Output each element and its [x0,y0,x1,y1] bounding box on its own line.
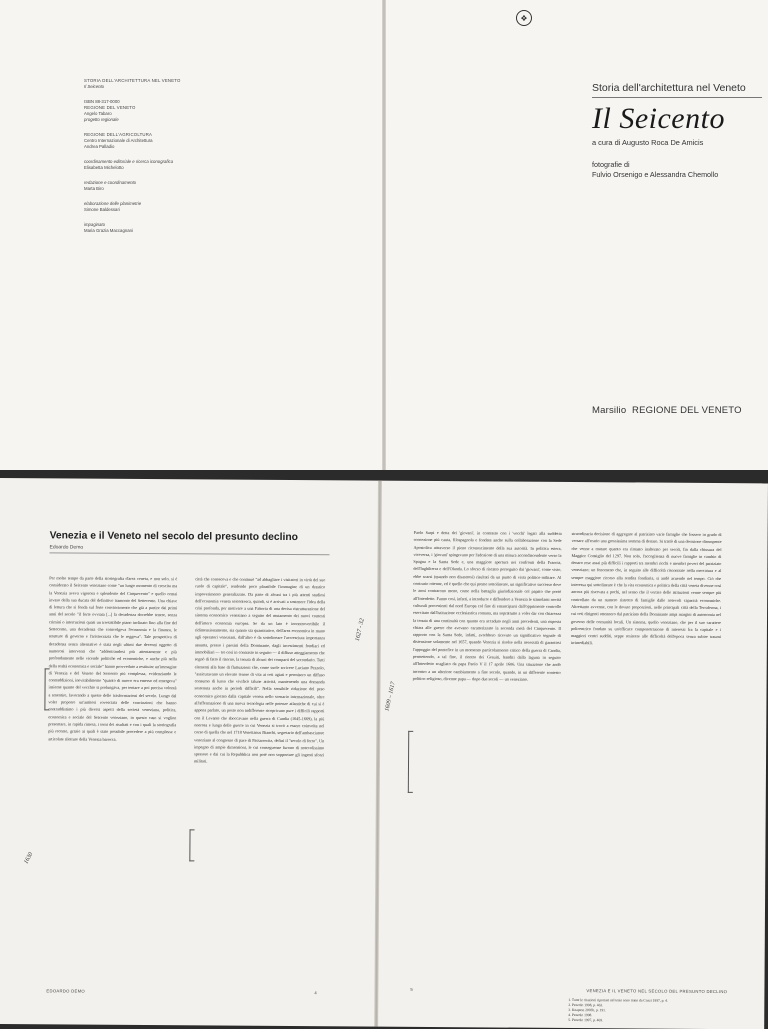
article-title: Venezia e il Veneto nel secolo del presunto declino [49,530,298,544]
colophon-coord-name: Centro Internazionale di Architettura [84,138,153,143]
footnotes [568,998,718,1024]
bottom-spread [0,478,768,1029]
page-number-right: 5 [410,986,413,992]
footnote: 3. Knapton 2003b, p. 191. [568,1007,606,1013]
colophon-region-label: REGIONE DEL VENETO [84,105,136,110]
handwritten-note: 1609 – 1617 [384,681,397,712]
publisher-line [592,405,742,416]
photo-credit-label: fotografie di [592,160,630,169]
volume-title: Il Seicento [592,102,725,135]
colophon-photo-name: Simone Baldessari [84,207,120,212]
colophon-photo-label: elaborazione delle planimetrie [84,201,142,206]
paragraph: straordinaria decisione di aggregare al patriziato varie famiglie che fossero in grado di versare all'erario una grossissima somma di denaro. Si trattò di una decisione dirompente che venne a mutare quanto era rimasto inalterato per secoli, fin dalla chiusura del Maggior Consiglio del 1297. Non solo, l'accoglienza di nuove famiglie in cambio di denaro rese assai più difficili i rapporti tra membri ricchi e membri poveri del patriziato veneziano; un fenomeno che, in seguito alle difficoltà riscontrate nella mercatura e al sempre maggiore ricorso alla rendita fondiaria, si andò acuendo nel tempo. Ciò che interessa qui sottolineare è che la vita economica e politica della città veneta divenne così ancora più riservata a pochi, nel senso che il vertice delle istituzioni venne sempre più controllato da un numero ristretto di famiglie dalle notevoli capacità economiche. Altrettanto avvenne, con le dovute proporzioni, nelle principali città della Terraferma, i cui ceti dirigenti ottennero dal patriziato della Dominante ampi margini di autonomia nel governo delle comunità locali. Un sistema, quello veneziano, che per il suo carattere policentrico fondato su un'efficace compenetrazione di interessi fra la capitale e i maggiori centri sudditi, seppe resistere alle difficoltà dell'epoca senza subire traumi irrimediabili. [570,530,722,646]
colophon-series [84,78,254,90]
publisher-logo-icon [516,10,532,26]
colophon-layout-name: Maria Grazia Maccagnani [84,228,133,233]
series-title: Storia dell'architettura nel Veneto [592,82,746,94]
paragraph: città che conosceva e che continuò "ad abbagliare i visitatori in virtù del suo ruolo di capitale", rendendo poco plausibile l'immagine di un drastico impoverimento generalizzato. Da parte di alcuni tra i più attenti studiosi dell'economia veneta seicentesca, quindi, si è arrivati a sostenere l'idea della crisi profonda, per motivare a una Fattoria di una decisa ristrutturazione del sistema economico veneziano a seguito del mutamento dei nuovi contesti dell'intero economia europea. Se da un lato è incontrovertibile il ridimensionamento, sia quanto sia quantitativo, dell'area economica in mano agli operatori veneziani, dall'altro è da sottolineare l'accresciuta importanza assunta, presso i paesini della Dominante, dagli investimenti fondiari ed immobiliari — tre così in contrasto in seguito — il diffuso atteggiamento che segnò di fatto il ritorno, la tenuta di alcuni dei comparti del secondario. Tutti elementi alla base di fluttuazioni che, come suole scrivere Luciano Pezzolo, "assicuravano un elevato tenore di vita ai ceti agiati e permisero un diffuso consumo di lusso che vivificò talune attività, mantenendo una domanda sostenuta anche in periodi difficili". Nella sensibile riduzione del peso economico giocato dalla capitale veneta nello scenario internazionale, oltre all'affermazione di una nuova tecnologia nelle potenze atlantiche di cui si è appena parlato, un posto non indifferente ricoprivano pure i difficili rapporti con il Levante che sboccavano nella guerra di Candia (1645-1669), la più onerosa e lunga delle guerre in cui Venezia si trovò a essere coinvolta nel corso di quella che nel 1718 Venetianus Bianchi, segretario dell'ambasciatore veneziano al congresso di pace di Passarowitz, definì il "secolo di ferro". Un impegno di ampie dimensioni, le cui conseguenze furono di notevolissimo spessore e dai cui la Repubblica non poté non sopportare gli ingenti sforzi militari. [194,576,326,764]
colophon-coord-label: REGIONE DELL'AGRICOLTURA [84,132,153,137]
colophon-edit [84,159,254,171]
colophon-project-label: progetto regionale [84,117,119,122]
colophon-layout-label: impaginato [84,222,106,227]
article-author: Edoardo Demo [49,544,84,551]
colophon-series-label: STORIA DELL'ARCHITETTURA NEL VENETO [84,78,181,83]
gutter [374,481,382,1027]
article-rule [49,552,329,555]
paragraph: Paolo Sarpi e detta dei 'giovani', in contrasto con i 'vecchi' legati alla suddetta concezione più cauta, filospagnola e fondata anche sulla collaborazione con la Sede Apostolica attraverso il pieno riconoscimento della sua autorità. In politica estera, viceversa, i 'giovani' spingevano per l'adozione di una misura accondiscendente verso la Spagna e la Santa Sede e, una maggiore apertura nei confronti della Francia, dell'Inghilterra e dell'Olanda. Lo sforzo di riscatto perseguito dai 'giovani', come visto, ebbe scarsi (quando non disastrosi) risultati da un punto di vista politico-militare. Al contrario ottenne, ed è quello che qui preme sottolineare, un significativo successo dove le armi contrarono meno, come nella battaglia giurisdizionale col papato che portò all'Interdetto. Fanno così, infatti, a introdurre e diffondere a Venezia le stimolanti novità culturali provenienti dal nord Europa col fine di emanciparsi dall'opprimente controllo esercitato dall'istituzione ecclesiastica romana, ma soprattutto a voler dar con chiarezza la tenuta di una continuità con quanto era accaduto negli anni precedenti, una risposta chiara alle guerre che avevano caratterizzato la seconda metà del Cinquecento. Il rapporto con la Santa Sede, infatti, avrebbero ricevuto un significativo segnale di distensione solamente nel 1657, quando Venezia si risolse nella necessità di garantirsi l'appoggio del pontefice in un momento particolarmente critico della guerra di Candia, permettendo, a tal fine, il rientro dei Gesuiti, banditi dalla laguna in seguito all'Interdetto scagliato da papa Paolo V il 17 aprile 1606. Una situazione che andò incontro a un ulteriore cambiamento a fine secolo, quando, in un differente contesto politico-religioso, divenne papa — dopo due secoli — un veneziano. [412,529,562,682]
margin-bracket [44,668,49,710]
colophon-edit-label: coordinamento editoriale e ricerca iconografica [84,159,174,164]
margin-bracket [408,731,413,793]
handwritten-note: 1630 [23,851,35,866]
colophon-layout [84,222,254,234]
handwritten-note: 1627 - 32 [354,618,366,642]
running-head-left: EDOARDO DEMO [46,988,85,994]
footnote: 4. Pezzolo 1998. [568,1012,593,1018]
footnote: 1. Tutte le citazioni riportate nel testo sono tratte da Cozzi 1997, p. 4. [568,997,668,1003]
footnote: 5. Pezzolo 1997, p. 469. [568,1017,603,1023]
colophon [84,78,254,243]
photo-credit [592,160,718,180]
colophon-coord-name: Andrea Palladio [84,144,115,149]
colophon-design-name: Marta Biro [84,186,104,191]
text-column-1 [47,574,178,979]
title-rule [592,97,762,98]
gutter [382,0,386,470]
colophon-volume-code: ISBN 88-317-0000 [84,99,120,104]
editor-credit: a cura di Augusto Roca De Amicis [592,138,704,147]
colophon-photo [84,201,254,213]
running-head-right: VENEZIA E IL VENETO NEL SECOLO DEL PRESUNTO DECLINO [586,988,728,995]
photo-credit-names: Fulvio Orsenigo e Alessandra Chemollo [592,170,719,179]
margin-bracket [189,829,194,861]
text-column-3 [410,529,561,982]
colophon-design [84,180,254,192]
paragraph: Per molto tempo da parte della storiografia d'area veneta, e non solo, si è considerato il Seicento veneziano come "un lungo momento di crescita ma la Venezia aveva vigorosa e splendente del Cinquecento" e quello ormai invaso della sua ducata del definitivo tramonto del Settecento. Una chiave di lettura che si fonda sul forte convincimento che già a partire dai primi anni del secolo "il forte ovviata [...] la decadenza dovrebbe tenere, senza crimini o interruzioni quasi un irresistibile piano inclinato fino alla fine del Settecento, una decadenza che coinvolgeva l'economia e la finanza, le strutture di governo e l'aristocrazia che le reggeva". Tale prospettiva di decadenza senza alternative è stata negli ultimi due decenni oggetto di numerosi interventi che "addentrandosi più attentamente e più profondamente nelle vicende politiche ed economiche, e anche più nella della realtà economica e sociale" hanno provveduto a restituire un'immagine di Venezia e del Veneto del Seicento più complessa, evidenziando le contraddizioni, inevitabilmente "quanto di nuovo era emerso ed emergeva" insieme quanto del vecchio si prolungava, per tentare a poi precisa volontà a smentire, lavorando a queste delle trasformazioni del secolo. Lungo dal voler proporre un'antitesi rovesciata delle convinzioni che hanno contraddistinto i più diversi aspetti della società veneziana, politica, economica e sociale del Seicento veneziano, in questo caso si voglion presentare, in rapida rimesa, i temi dei risultati e con i quali la storiografia più recente, grazie ai quali è stato possibile procedere a più complesse e articolate riletture della Venezia barocca. [48,575,178,742]
colophon-series-volume: Il Seicento [84,84,105,89]
text-column-2 [193,575,326,980]
footnote: 2. Pezzolo 1998, p. 463. [568,1002,604,1008]
colophon-coord [84,132,254,150]
colophon-region [84,99,254,123]
text-column-4 [568,530,721,983]
colophon-region-name: Angelo Tabaro [84,111,112,116]
page-number-left: 4 [314,990,317,996]
publisher-region: REGIONE DEL VENETO [632,405,742,416]
colophon-edit-name: Elisabetta Michelotto [84,165,124,170]
colophon-design-label: redazione e coordinamento [84,180,137,185]
publisher-name: Marsilio [592,405,627,416]
top-spread [0,0,768,470]
logo-glyph: ❖ [520,13,528,23]
